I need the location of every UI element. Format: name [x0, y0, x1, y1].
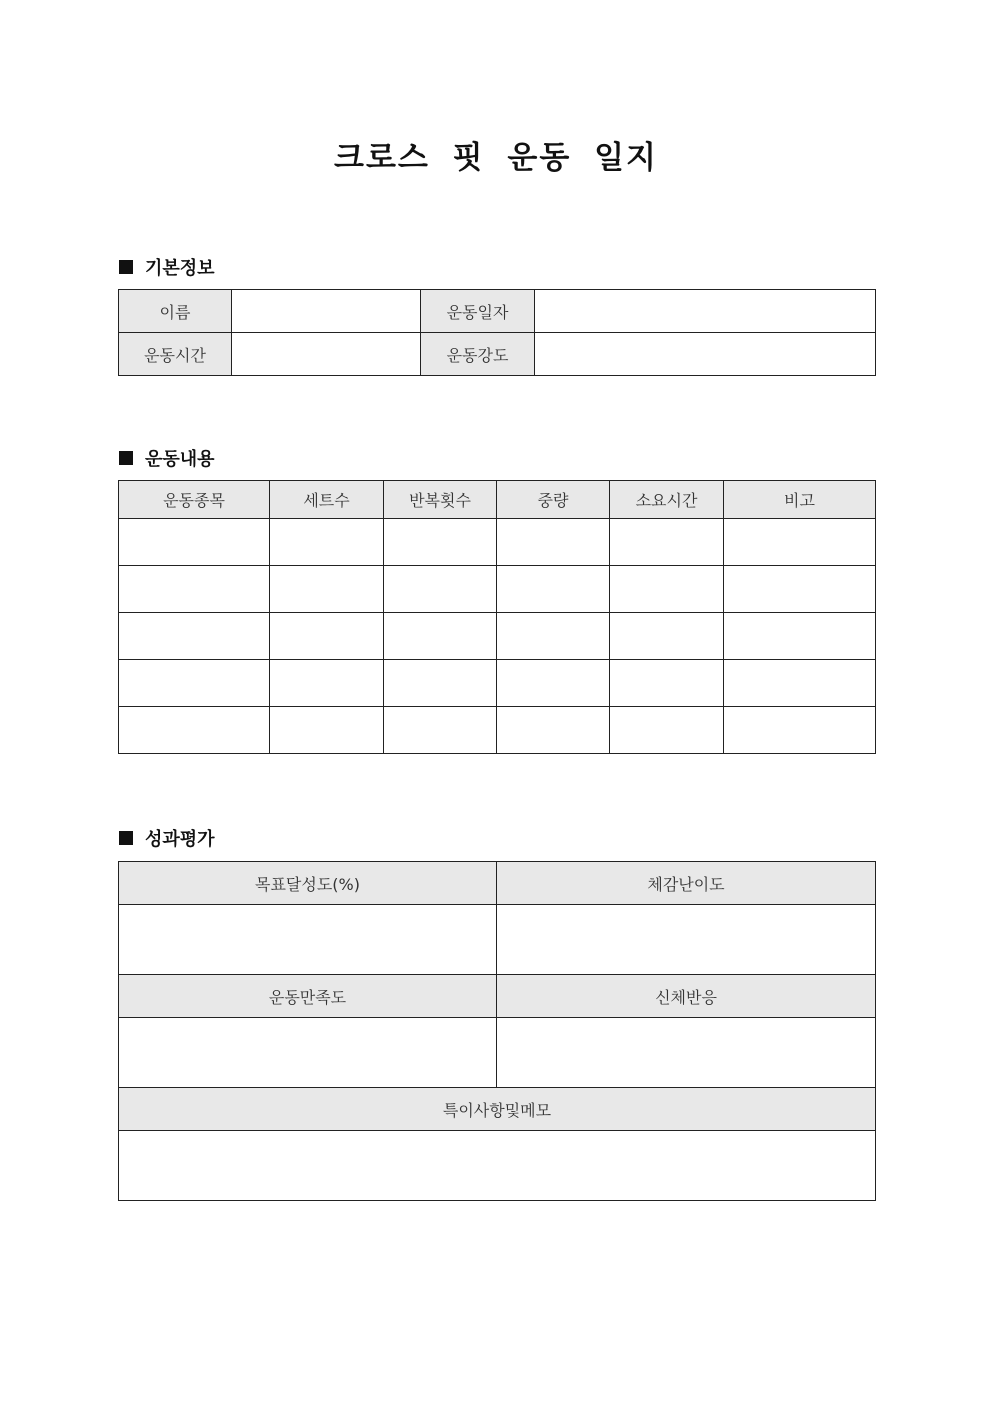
- column-header-weight: 중량: [497, 481, 610, 519]
- table-cell[interactable]: [119, 519, 270, 566]
- table-cell[interactable]: [724, 566, 876, 613]
- table-cell[interactable]: [610, 519, 724, 566]
- column-header-notes: 비고: [724, 481, 876, 519]
- column-header-duration: 소요시간: [610, 481, 724, 519]
- table-cell[interactable]: [610, 660, 724, 707]
- difficulty-field[interactable]: [497, 905, 876, 975]
- section-heading-exercise: [119, 445, 215, 471]
- table-cell[interactable]: [497, 660, 610, 707]
- table-cell[interactable]: [610, 613, 724, 660]
- table-cell[interactable]: [384, 613, 497, 660]
- table-cell[interactable]: [384, 660, 497, 707]
- section-heading-basic-label: 기본정보: [145, 258, 215, 279]
- table-row: [119, 519, 876, 566]
- table-cell[interactable]: [610, 707, 724, 754]
- column-header-reps: 반복횟수: [384, 481, 497, 519]
- table-cell[interactable]: [497, 566, 610, 613]
- section-heading-evaluation: [119, 825, 215, 851]
- column-header-exercise: 운동종목: [119, 481, 270, 519]
- name-field[interactable]: [232, 290, 421, 333]
- time-field[interactable]: [232, 333, 421, 376]
- table-cell[interactable]: [270, 519, 384, 566]
- section-heading-exercise-label: 운동내용: [145, 449, 215, 470]
- table-cell[interactable]: [270, 707, 384, 754]
- section-heading-evaluation-label: 성과평가: [145, 829, 215, 850]
- table-row: [119, 613, 876, 660]
- table-cell[interactable]: [497, 613, 610, 660]
- square-bullet-icon: [119, 831, 133, 845]
- evaluation-table: [118, 861, 876, 1201]
- table-cell[interactable]: [724, 519, 876, 566]
- table-row: [119, 566, 876, 613]
- table-row: [119, 707, 876, 754]
- basic-info-table: [118, 289, 876, 376]
- date-field[interactable]: [535, 290, 876, 333]
- table-cell[interactable]: [384, 566, 497, 613]
- table-cell[interactable]: [497, 519, 610, 566]
- name-label: 이름: [119, 290, 232, 333]
- satisfaction-label: 운동만족도: [119, 975, 497, 1018]
- table-cell[interactable]: [119, 566, 270, 613]
- table-cell[interactable]: [724, 613, 876, 660]
- page-title: 크로스 핏 운동 일지: [334, 140, 658, 176]
- table-row: [119, 660, 876, 707]
- column-header-sets: 세트수: [270, 481, 384, 519]
- date-label: 운동일자: [421, 290, 535, 333]
- memo-field[interactable]: [119, 1131, 876, 1201]
- table-cell[interactable]: [497, 707, 610, 754]
- table-cell[interactable]: [270, 566, 384, 613]
- table-cell[interactable]: [724, 707, 876, 754]
- satisfaction-field[interactable]: [119, 1018, 497, 1088]
- intensity-field[interactable]: [535, 333, 876, 376]
- square-bullet-icon: [119, 451, 133, 465]
- table-cell[interactable]: [384, 707, 497, 754]
- body-reaction-field[interactable]: [497, 1018, 876, 1088]
- goal-label: 목표달성도(%): [119, 862, 497, 905]
- difficulty-label: 체감난이도: [497, 862, 876, 905]
- table-cell[interactable]: [119, 660, 270, 707]
- body-reaction-label: 신체반응: [497, 975, 876, 1018]
- table-cell[interactable]: [270, 613, 384, 660]
- square-bullet-icon: [119, 260, 133, 274]
- goal-field[interactable]: [119, 905, 497, 975]
- table-cell[interactable]: [119, 707, 270, 754]
- intensity-label: 운동강도: [421, 333, 535, 376]
- table-cell[interactable]: [270, 660, 384, 707]
- time-label: 운동시간: [119, 333, 232, 376]
- section-heading-basic: [119, 254, 215, 280]
- exercise-table: [118, 480, 876, 754]
- table-cell[interactable]: [610, 566, 724, 613]
- table-cell[interactable]: [384, 519, 497, 566]
- table-cell[interactable]: [724, 660, 876, 707]
- table-cell[interactable]: [119, 613, 270, 660]
- memo-label: 특이사항및메모: [119, 1088, 876, 1131]
